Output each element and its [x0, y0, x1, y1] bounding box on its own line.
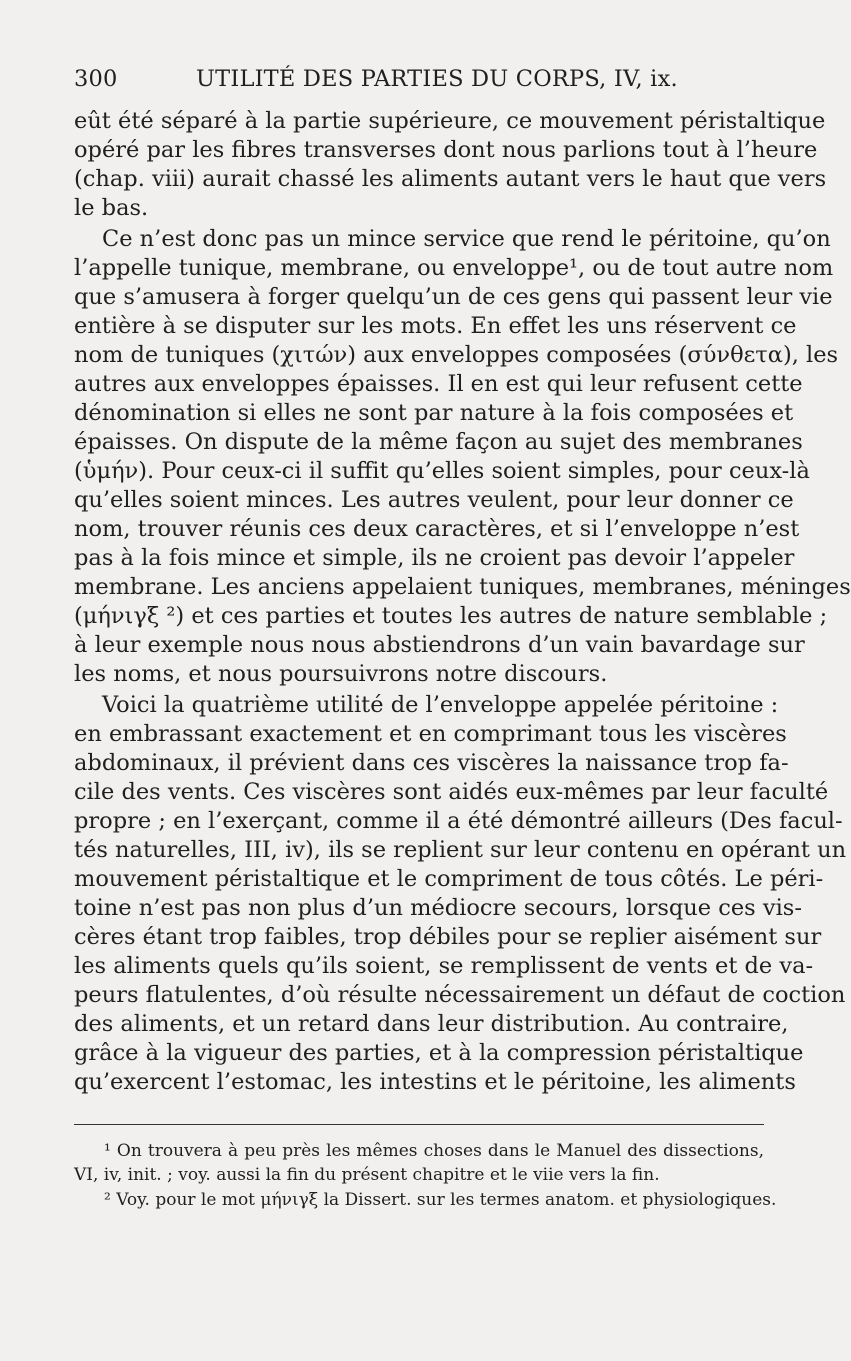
text-line: l’appelle tunique, membrane, ou enveloppe¹, ou de tout autre nom	[74, 255, 834, 281]
text-line: que s’amusera à forger quelqu’un de ces gens qui passent leur vie	[74, 284, 833, 310]
text-line: épaisses. On dispute de la même façon au sujet des membranes	[74, 429, 803, 455]
text-line: Voici la quatrième utilité de l’enveloppe appelée péritoine :	[102, 692, 779, 718]
footnote-rule	[74, 1124, 764, 1125]
text-line: grâce à la vigueur des parties, et à la compression péristaltique	[74, 1040, 804, 1066]
text-line: abdominaux, il prévient dans ces viscères la naissance trop fa-	[74, 750, 789, 776]
text-line: eût été séparé à la partie supérieure, ce mouvement péristaltique	[74, 108, 826, 134]
text-line: (chap. viii) aurait chassé les aliments autant vers le haut que vers	[74, 166, 827, 192]
text-line: tés naturelles, III, iv), ils se replient sur leur contenu en opérant un	[74, 837, 847, 863]
text-line: qu’elles soient minces. Les autres veulent, pour leur donner ce	[74, 487, 794, 513]
text-line: des aliments, et un retard dans leur distribution. Au contraire,	[74, 1011, 789, 1037]
text-line: autres aux enveloppes épaisses. Il en est qui leur refusent cette	[74, 371, 803, 397]
text-line: peurs flatulentes, d’où résulte nécessairement un défaut de coction	[74, 982, 846, 1008]
running-title: UTILITÉ DES PARTIES DU CORPS, IV, ix.	[196, 66, 678, 92]
text-line: propre ; en l’exerçant, comme il a été démontré ailleurs (Des facul-	[74, 808, 843, 834]
text-line: les aliments quels qu’ils soient, se remplissent de vents et de va-	[74, 953, 814, 979]
text-line: cères étant trop faibles, trop débiles pour se replier aisément sur	[74, 924, 822, 950]
footnote-line: VI, iv, init. ; voy. aussi la fin du présent chapitre et le viie vers la fin.	[74, 1165, 660, 1185]
text-line: à leur exemple nous nous abstiendrons d’un vain bavardage sur	[74, 632, 805, 658]
text-line: nom de tuniques (χιτών) aux enveloppes composées (σύνθετα), les	[74, 342, 839, 368]
text-line: mouvement péristaltique et le compriment de tous côtés. Le péri-	[74, 866, 824, 892]
text-line: toine n’est pas non plus d’un médiocre secours, lorsque ces vis-	[74, 895, 802, 921]
text-line: (μήνιγξ ²) et ces parties et toutes les autres de nature semblable ;	[74, 603, 828, 629]
text-line: entière à se disputer sur les mots. En effet les uns réservent ce	[74, 313, 797, 339]
text-line: cile des vents. Ces viscères sont aidés eux-mêmes par leur faculté	[74, 779, 829, 805]
text-line: nom, trouver réunis ces deux caractères, et si l’enveloppe n’est	[74, 516, 800, 542]
footnote-line: ¹ On trouvera à peu près les mêmes choses dans le Manuel des dissections,	[104, 1141, 764, 1161]
text-line: le bas.	[74, 195, 149, 221]
text-line: les noms, et nous poursuivrons notre discours.	[74, 661, 608, 687]
text-line: (ὑμήν). Pour ceux-ci il suffit qu’elles soient simples, pour ceux-là	[74, 458, 810, 484]
text-line: membrane. Les anciens appelaient tuniques, membranes, méninges	[74, 574, 851, 600]
text-line: qu’exercent l’estomac, les intestins et le péritoine, les aliments	[74, 1069, 796, 1095]
text-line: opéré par les fibres transverses dont nous parlions tout à l’heure	[74, 137, 818, 163]
footnote-line: ² Voy. pour le mot μήνιγξ la Dissert. sur les termes anatom. et physiologiques.	[104, 1190, 777, 1210]
text-line: dénomination si elles ne sont par nature à la fois composées et	[74, 400, 794, 426]
text-line: pas à la fois mince et simple, ils ne croient pas devoir l’appeler	[74, 545, 795, 571]
text-line: en embrassant exactement et en comprimant tous les viscères	[74, 721, 787, 747]
page-number: 300	[74, 66, 118, 92]
text-line: Ce n’est donc pas un mince service que rend le péritoine, qu’on	[102, 226, 831, 252]
